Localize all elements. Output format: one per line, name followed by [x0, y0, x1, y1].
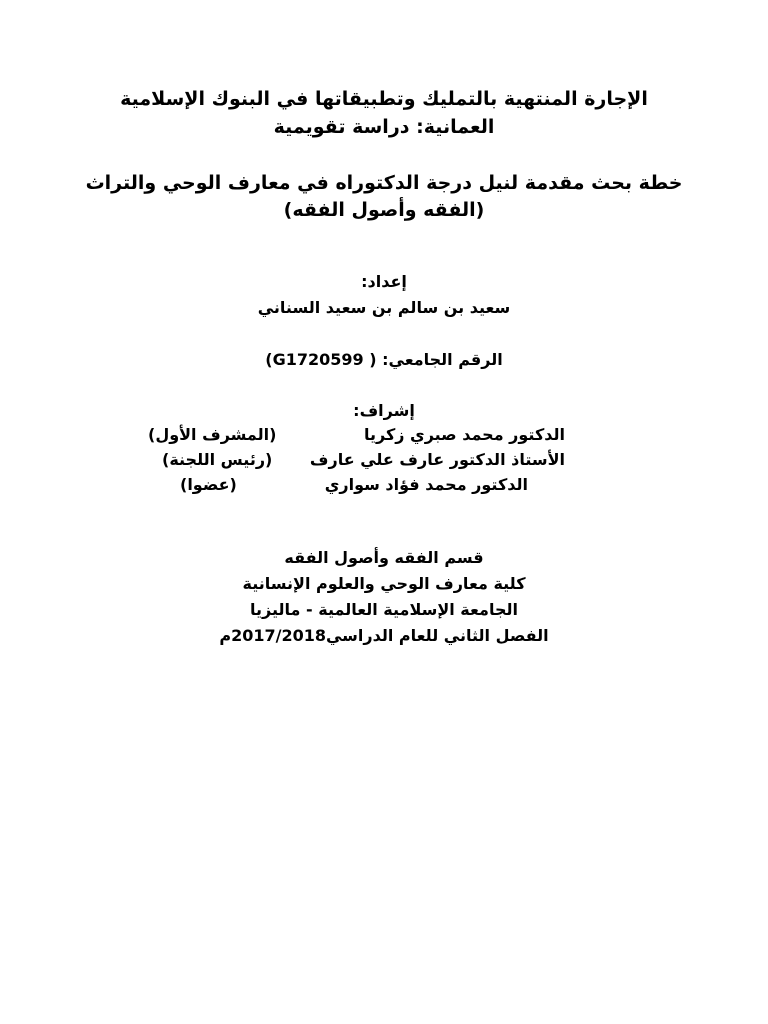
student-id: الرقم الجامعي: ( G1720599) [265, 350, 503, 369]
department: قسم الفقه وأصول الفقه [284, 548, 484, 567]
academic-semester: الفصل الثاني للعام الدراسي2017/2018م [219, 626, 549, 645]
supervisor-role: (عضوا) [180, 475, 237, 494]
plan-description-line-2: (الفقه وأصول الفقه) [283, 199, 485, 221]
supervisor-name: الدكتور محمد فؤاد سواري [324, 475, 528, 494]
author-name: سعيد بن سالم بن سعيد السناني [257, 298, 511, 317]
supervisor-role: (المشرف الأول) [148, 425, 277, 444]
plan-description-line-1: خطة بحث مقدمة لنيل درجة الدكتوراه في معارف الوحي والتراث [85, 172, 683, 194]
supervisor-name: الدكتور محمد صبري زكريا [363, 425, 565, 444]
prepared-by-label: إعداد: [361, 272, 407, 291]
university: الجامعة الإسلامية العالمية - ماليزيا [250, 600, 518, 619]
supervisor-name: الأستاذ الدكتور عارف علي عارف [309, 450, 565, 469]
supervision-label: إشراف: [353, 401, 415, 420]
supervisor-role: (رئيس اللجنة) [162, 450, 273, 469]
thesis-title-line-2: العمانية: دراسة تقويمية [273, 116, 495, 138]
faculty: كلية معارف الوحي والعلوم الإنسانية [242, 574, 526, 593]
thesis-title-line-1: الإجارة المنتهية بالتمليك وتطبيقاتها في البنوك الإسلامية [120, 88, 648, 110]
